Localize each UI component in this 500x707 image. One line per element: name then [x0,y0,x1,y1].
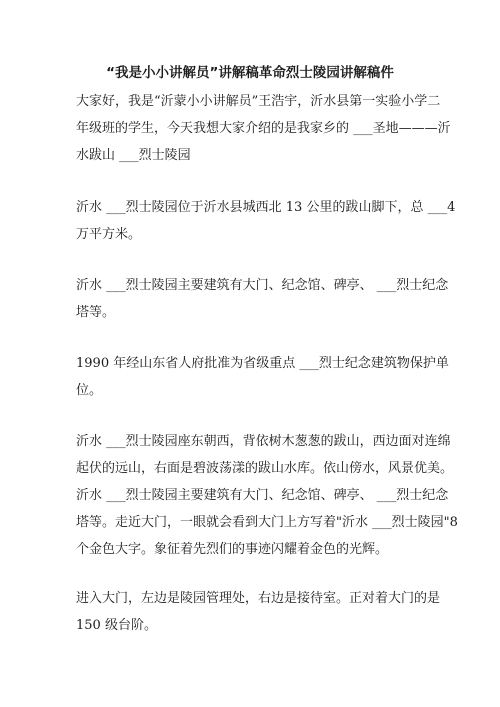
paragraph-line: 沂水 ___烈士陵园位于沂水县城西北 13 公里的跋山脚下，总 ___4 [76,200,456,215]
paragraph-line: 位。 [76,383,103,398]
paragraph-line: 150 级台阶。 [76,618,157,633]
paragraph-line: 起伏的远山，右面是碧波荡漾的跋山水库。依山傍水，风景优美。 [76,461,454,476]
paragraph-entrance [76,585,441,639]
paragraph-line: 大家好，我是“沂蒙小小讲解员”王浩宇，沂水县第一实验小学二 [76,94,441,109]
paragraph-scenery [76,428,458,563]
paragraph-protection [76,350,449,404]
paragraph-line: 万平方米。 [76,227,142,242]
paragraph-line: 沂水 ___烈士陵园主要建筑有大门、纪念馆、碑亭、 ___烈士纪念 [76,488,449,503]
paragraph-line: 沂水 ___烈士陵园座东朝西，背依树木葱葱的跋山，西边面对连绵 [76,434,451,449]
paragraph-line: 沂水 ___烈士陵园主要建筑有大门、纪念馆、碑亭、 ___烈士纪念 [76,278,449,293]
paragraph-introduction [76,88,451,169]
paragraph-line: 水跋山 ___烈士陵园 [76,148,191,163]
paragraph-line: 进入大门，左边是陵园管理处，右边是接待室。正对着大门的是 [76,591,441,606]
paragraph-line: 塔等。 [76,305,116,320]
paragraph-line: 年级班的学生，今天我想大家介绍的是我家乡的 ___圣地———沂 [76,121,451,136]
paragraph-line: 塔等。走近大门，一眼就会看到大门上方写着"沂水 ___烈士陵园"8 [76,515,458,530]
paragraph-location [76,194,456,248]
paragraph-buildings [76,272,449,326]
paragraph-line: 1990 年经山东省人府批准为省级重点 ___烈士纪念建筑物保护单 [76,356,449,371]
document-title: “我是小小讲解员”讲解稿革命烈士陵园讲解稿件 [106,65,394,81]
paragraph-line: 个金色大字。象征着先烈们的事迹闪耀着金色的光辉。 [76,542,389,557]
